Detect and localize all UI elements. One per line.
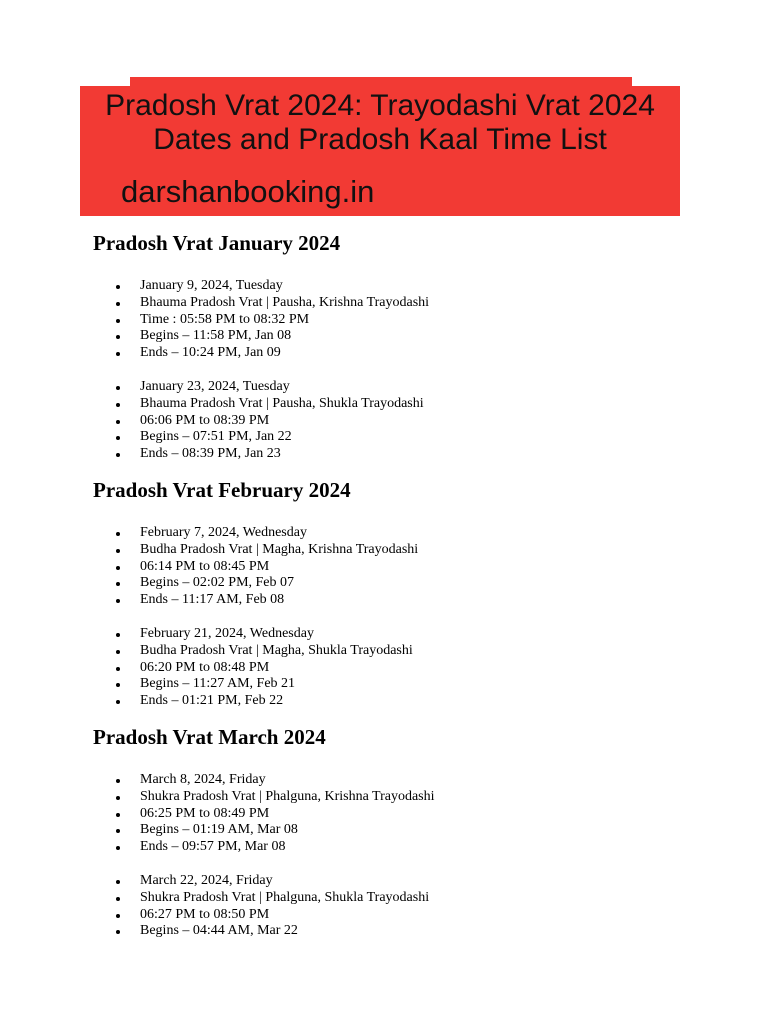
spacer: [93, 609, 733, 626]
spacer: [93, 362, 733, 379]
list-item: Budha Pradosh Vrat | Magha, Shukla Trayodashi: [93, 643, 733, 660]
list-item: February 21, 2024, Wednesday: [93, 626, 733, 643]
banner-site-name: darshanbooking.in: [121, 174, 375, 209]
month-section: [93, 475, 733, 710]
banner-title: [80, 89, 680, 157]
list-item: Begins – 01:19 AM, Mar 08: [93, 822, 733, 839]
spacer: [93, 856, 733, 873]
vrat-entry-list: [93, 626, 733, 710]
month-heading: Pradosh Vrat March 2024: [93, 724, 326, 749]
list-item: Begins – 04:44 AM, Mar 22: [93, 923, 733, 940]
list-item: Ends – 10:24 PM, Jan 09: [93, 345, 733, 362]
vrat-entry-list: [93, 525, 733, 609]
list-item: March 22, 2024, Friday: [93, 873, 733, 890]
list-item: Begins – 11:27 AM, Feb 21: [93, 676, 733, 693]
list-item: 06:20 PM to 08:48 PM: [93, 660, 733, 677]
spacer: [93, 258, 733, 278]
list-item: Ends – 08:39 PM, Jan 23: [93, 446, 733, 463]
spacer: [93, 752, 733, 772]
list-item: January 9, 2024, Tuesday: [93, 278, 733, 295]
list-item: Begins – 02:02 PM, Feb 07: [93, 575, 733, 592]
list-item: Ends – 01:21 PM, Feb 22: [93, 693, 733, 710]
list-item: Ends – 09:57 PM, Mar 08: [93, 839, 733, 856]
month-section: [93, 228, 733, 463]
list-item: Begins – 07:51 PM, Jan 22: [93, 429, 733, 446]
list-item: 06:06 PM to 08:39 PM: [93, 413, 733, 430]
list-item: Begins – 11:58 PM, Jan 08: [93, 328, 733, 345]
list-item: 06:27 PM to 08:50 PM: [93, 907, 733, 924]
month-section: [93, 722, 733, 940]
vrat-entry-list: [93, 379, 733, 463]
spacer: [93, 505, 733, 525]
list-item: 06:14 PM to 08:45 PM: [93, 559, 733, 576]
vrat-entry-list: [93, 873, 733, 940]
document-body: [93, 228, 733, 952]
list-item: Bhauma Pradosh Vrat | Pausha, Shukla Trayodashi: [93, 396, 733, 413]
banner-title-line-2: Dates and Pradosh Kaal Time List: [153, 123, 607, 156]
month-heading: Pradosh Vrat January 2024: [93, 231, 341, 255]
list-item: Ends – 11:17 AM, Feb 08: [93, 592, 733, 609]
title-banner: [80, 86, 680, 216]
month-heading: Pradosh Vrat February 2024: [93, 477, 351, 502]
list-item: March 8, 2024, Friday: [93, 772, 733, 789]
vrat-entry-list: [93, 772, 733, 856]
list-item: Bhauma Pradosh Vrat | Pausha, Krishna Trayodashi: [93, 295, 733, 312]
list-item: 06:25 PM to 08:49 PM: [93, 806, 733, 823]
list-item: Budha Pradosh Vrat | Magha, Krishna Trayodashi: [93, 542, 733, 559]
vrat-entry-list: [93, 278, 733, 362]
list-item: Shukra Pradosh Vrat | Phalguna, Krishna Trayodashi: [93, 789, 733, 806]
banner-title-line-1: Pradosh Vrat 2024: Trayodashi Vrat 2024: [105, 89, 655, 122]
list-item: January 23, 2024, Tuesday: [93, 379, 733, 396]
list-item: Time : 05:58 PM to 08:32 PM: [93, 312, 733, 329]
list-item: February 7, 2024, Wednesday: [93, 525, 733, 542]
list-item: Shukra Pradosh Vrat | Phalguna, Shukla Trayodashi: [93, 890, 733, 907]
